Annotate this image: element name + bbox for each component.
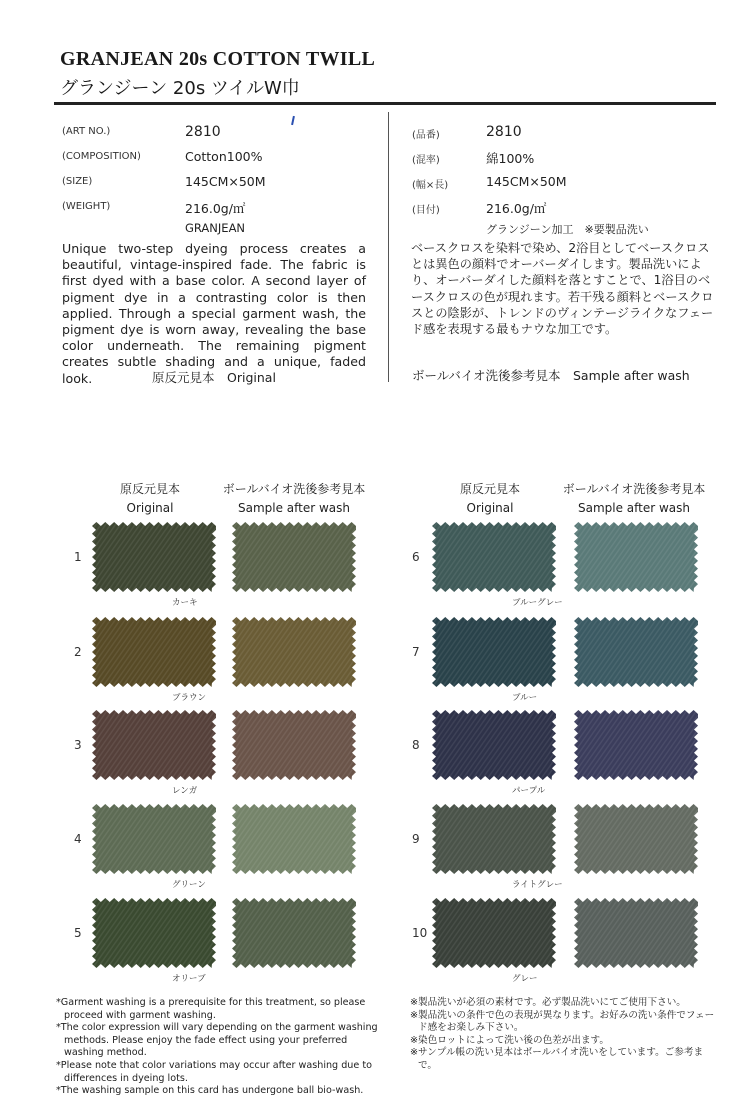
swatch-texture [432,710,556,780]
spec-value: 2810 [185,124,221,140]
swatch-texture [232,804,356,874]
color-name: グレー [512,974,538,984]
note: ※染色ロットによって洗い後の色差が出ます。 [410,1034,609,1046]
spec-label: (WEIGHT) [62,201,111,212]
fabric-swatch-original [432,617,556,687]
swatch-texture [574,898,698,968]
fabric-swatch-original [432,898,556,968]
color-name: ブルーグレー [512,598,563,608]
note: ※製品洗いの条件で色の表現が異なります。お好みの洗い条件でフェード感をお楽しみ下さい。 [410,1009,715,1034]
description-en: Unique two-step dyeing process creates a beautiful, vintage-inspired fade. The fabric is first dyed with a base color. A second layer of pigment dye in a contrasting color is then applied. Through a special garment wash, the pigment dye is worn away, revealing the base color underneath. The remaining pigment creates subtle shading and a unique, faded look. [62,241,366,386]
fabric-swatch-original [432,804,556,874]
swatch-texture [432,804,556,874]
fabric-swatch-washed [574,522,698,592]
notes-en [56,997,386,1098]
fabric-swatch-washed [574,898,698,968]
spec-label: (目付) [412,205,440,216]
spec-value: Cotton100% [185,149,263,164]
spec-value: 145CM×50M [486,174,567,189]
title-en: GRANJEAN 20s COTTON TWILL [60,48,376,70]
swatch-texture [574,710,698,780]
note: *Please note that color variations may occur after washing due to differences in dyeing lots. [56,1059,372,1084]
fabric-swatch-washed [232,804,356,874]
fabric-swatch-original [92,522,216,592]
swatch-number: 2 [74,645,82,659]
notes-jp [410,997,720,1073]
swatch-number: 6 [412,550,420,564]
spec-value: 綿100% [486,151,535,166]
color-name: グリーン [172,880,206,890]
swatch-number: 9 [412,832,420,846]
note: ※サンプル帳の洗い見本はボールバイオ洗いをしています。ご参考まで。 [410,1047,704,1071]
title-jp: グランジーン 20s ツイルW巾 [60,78,300,99]
washed-label-top: ボールバイオ洗後参考見本 Sample after wash [412,368,690,383]
spec-label: (ART NO.) [62,126,111,137]
swatch-texture [92,804,216,874]
spec-value: 145CM×50M [185,174,266,189]
color-name: オリーブ [172,974,206,984]
color-name: パープル [512,786,546,796]
fabric-swatch-washed [232,617,356,687]
swatch-number: 10 [412,926,428,940]
spec-value: 2810 [486,124,522,140]
swatch-number: 4 [74,832,82,846]
swatch-texture [232,522,356,592]
fabric-swatch-washed [232,522,356,592]
swatch-texture [432,898,556,968]
col-head-washed-right: ボールバイオ洗後参考見本 Sample after wash [562,482,706,515]
fabric-swatch-original [92,898,216,968]
swatch-texture [574,804,698,874]
spec-value: 216.0g/㎡ [185,201,246,216]
spec-label: (混率) [412,155,440,166]
color-name: ライトグレー [512,880,563,890]
spec-label: (幅×長) [412,180,449,191]
original-label-top: 原反元見本 Original [152,370,276,385]
col-head-original-left: 原反元見本 Original [119,482,180,515]
swatch-texture [432,522,556,592]
finish-name: GRANJEAN [185,221,246,235]
swatch-texture [92,617,216,687]
fabric-swatch-original [92,617,216,687]
color-name: ブラウン [172,693,207,703]
spec-label: (SIZE) [62,176,93,187]
swatch-number: 3 [74,738,82,752]
swatch-texture [232,617,356,687]
description-jp: ベースクロスを染料で染め、2浴目としてベースクロスとは異色の顔料でオーバーダイします。製品洗いにより、オーバーダイした顔料を落とすことで、1浴目のベースクロスの色が現れます。若干残る顔料とベースクロスとの陰影が、トレンドのヴィンテージライクなフェード感を表現する最もナウな加工です。 [411,241,714,337]
fabric-swatch-original [92,710,216,780]
fabric-swatch-original [92,804,216,874]
spec-label: (COMPOSITION) [62,151,141,162]
note: ※製品洗いが必須の素材です。必ず製品洗いにてご使用下さい。 [410,997,686,1008]
column-divider [388,112,389,382]
color-name: レンガ [172,786,198,796]
fabric-swatch-washed [574,617,698,687]
swatch-texture [92,898,216,968]
swatch-number: 5 [74,926,82,940]
note: *The color expression will vary depending on the garment washing methods. Please enjoy the fade effect using your preferred washing method. [56,1022,378,1059]
swatch-texture [574,522,698,592]
swatch-number: 7 [412,645,420,659]
spec-label: (品番) [412,130,440,141]
swatch-number: 1 [74,550,82,564]
swatch-texture [232,710,356,780]
color-name: ブルー [512,693,538,703]
fabric-swatch-washed [232,898,356,968]
swatch-texture [432,617,556,687]
swatch-texture [574,617,698,687]
fabric-swatch-washed [574,710,698,780]
fabric-swatch-original [432,522,556,592]
color-name: カーキ [172,598,198,608]
note: *Garment washing is a prerequisite for this treatment, so please proceed with garment washing. [56,997,366,1021]
swatch-texture [92,522,216,592]
note: *The washing sample on this card has undergone ball bio-wash. [56,1085,364,1097]
swatch-texture [232,898,356,968]
fabric-swatch-washed [232,710,356,780]
finish-name: グランジーン加工 ※要製品洗い [486,223,649,236]
spec-value: 216.0g/㎡ [486,201,547,216]
col-head-washed-left: ボールバイオ洗後参考見本 Sample after wash [222,482,366,515]
fabric-swatch-original [432,710,556,780]
title-rule [54,102,716,105]
swatch-texture [92,710,216,780]
fabric-swatch-washed [574,804,698,874]
col-head-original-right: 原反元見本 Original [459,482,520,515]
swatch-number: 8 [412,738,420,752]
pen-mark [291,116,295,125]
